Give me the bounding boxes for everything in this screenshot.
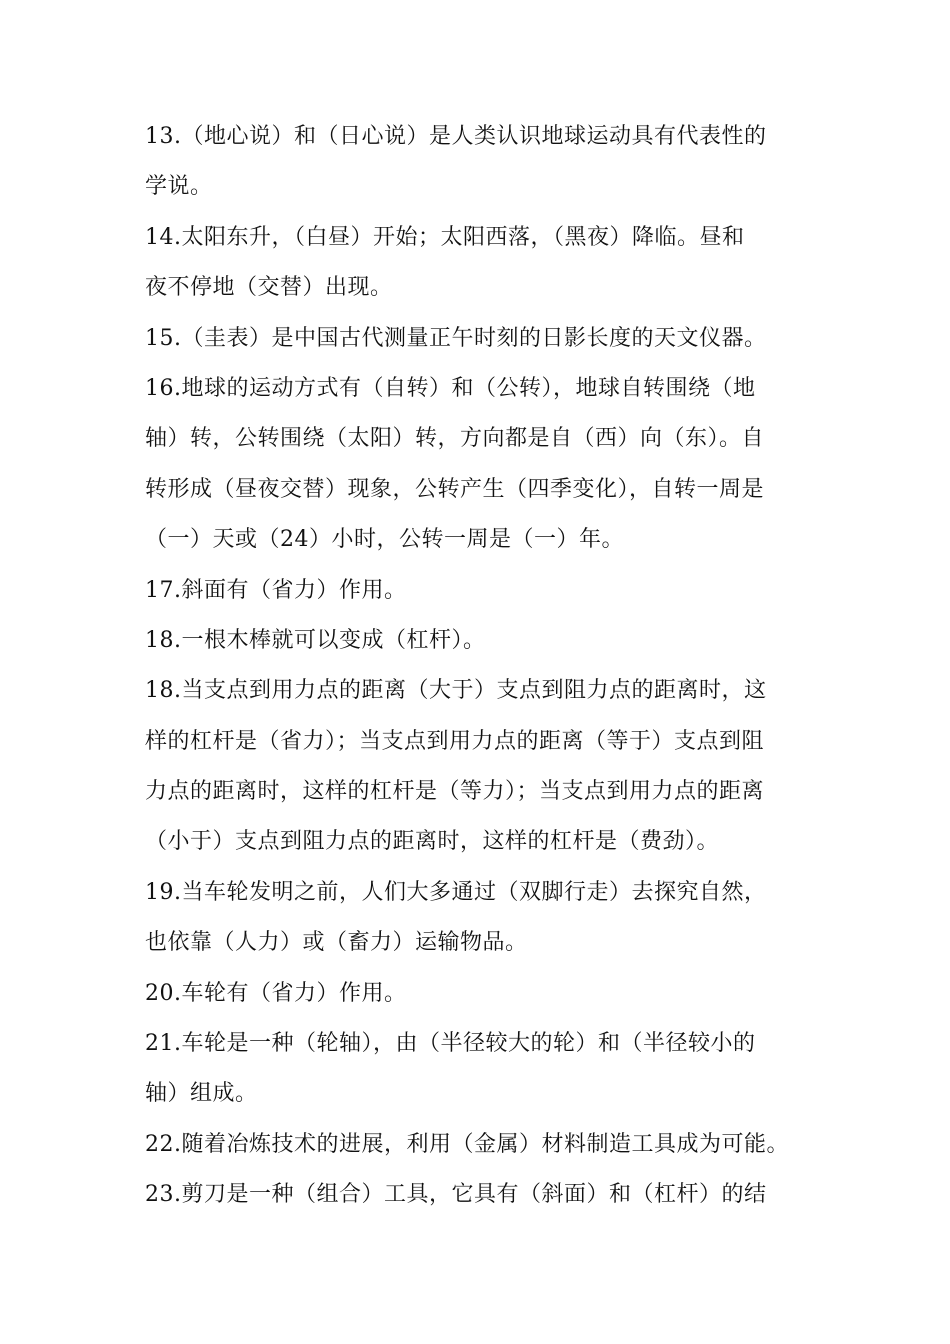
text-line: 轴）转，公转围绕（太阳）转，方向都是自（西）向（东）。自: [145, 426, 765, 452]
text-line: 夜不停地（交替）出现。: [145, 275, 393, 301]
text-line: 21.车轮是一种（轮轴），由（半径较大的轮）和（半径较小的: [145, 1031, 756, 1057]
text-line: 13.（地心说）和（日心说）是人类认识地球运动具有代表性的: [145, 124, 767, 149]
text-line: 16.地球的运动方式有（自转）和（公转），地球自转围绕（地: [145, 375, 756, 401]
text-line: 18.一根木棒就可以变成（杠杆）。: [145, 627, 486, 653]
text-line: （一）天或（24）小时，公转一周是（一）年。: [145, 527, 624, 553]
text-line: 力点的距离时，这样的杠杆是（等力）；当支点到用力点的距离: [145, 779, 765, 805]
text-line: 15.（圭表）是中国古代测量正午时刻的日影长度的天文仪器。: [145, 325, 767, 351]
text-line: 22.随着冶炼技术的进展，利用（金属）材料制造工具成为可能。: [145, 1131, 789, 1157]
text-line: 23.剪刀是一种（组合）工具，它具有（斜面）和（杠杆）的结: [145, 1182, 767, 1208]
text-line: 学说。: [145, 174, 213, 200]
text-line: 17.斜面有（省力）作用。: [145, 577, 407, 603]
document-body: [145, 112, 825, 1221]
text-line: 转形成（昼夜交替）现象，公转产生（四季变化），自转一周是: [145, 476, 765, 502]
text-line: 样的杠杆是（省力）；当支点到用力点的距离（等于）支点到阻: [145, 728, 765, 754]
text-line: 14.太阳东升，（白昼）开始；太阳西落，（黑夜）降临。昼和: [145, 224, 745, 250]
text-line: 也依靠（人力）或（畜力）运输物品。: [145, 930, 528, 956]
text-line: （小于）支点到阻力点的距离时，这样的杠杆是（费劲）。: [145, 829, 720, 855]
text-line: 19.当车轮发明之前，人们大多通过（双脚行走）去探究自然，: [145, 879, 767, 905]
text-line: 18.当支点到用力点的距离（大于）支点到阻力点的距离时，这: [145, 678, 767, 704]
text-line: 轴）组成。: [145, 1081, 258, 1107]
text-line: 20.车轮有（省力）作用。: [145, 980, 407, 1006]
